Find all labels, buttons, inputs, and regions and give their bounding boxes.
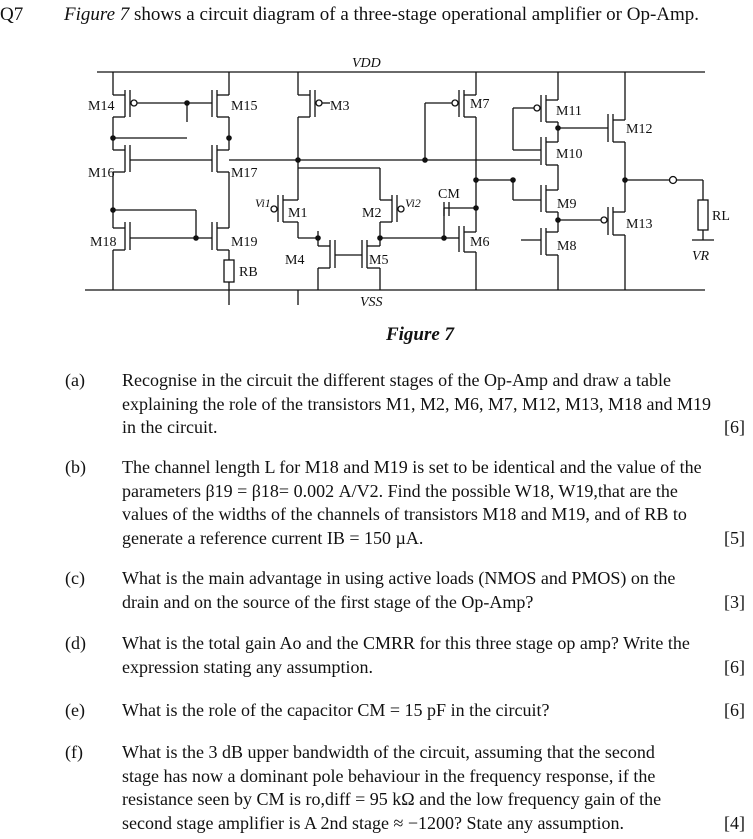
part-line: values of the widths of the channels of transistors M18 and M19, and of RB to xyxy=(122,504,687,524)
part-line: expression stating any assumption. xyxy=(122,656,373,677)
part-letter: (a) xyxy=(65,370,85,390)
part-marks: [4] xyxy=(724,812,745,833)
label-m12: M12 xyxy=(626,122,653,137)
part-line: Recognise in the circuit the different stages of the Op-Amp and draw a table xyxy=(122,370,671,390)
part-letter: (b) xyxy=(65,457,86,477)
part-line: explaining the role of the transistors M1, M2, M6, M7, M12, M13, M18 and M19 xyxy=(122,393,711,414)
label-cm: CM xyxy=(438,187,460,202)
part-line: What is the main advantage in using active loads (NMOS and PMOS) on the xyxy=(122,568,676,588)
part-text xyxy=(122,632,749,679)
label-m13: M13 xyxy=(626,217,653,232)
part-text xyxy=(122,456,749,550)
part-letter: (f) xyxy=(65,742,83,762)
label-vi2: Vi2 xyxy=(405,196,421,210)
part-line: What is the role of the capacitor CM = 15 pF in the circuit? xyxy=(122,700,550,720)
label-m3: M3 xyxy=(330,99,350,114)
part-line: resistance seen by CM is ro,diff = 95 kΩ and the low frequency gain of the xyxy=(122,789,662,809)
question-number: Q7 xyxy=(0,4,24,25)
part-line: What is the 3 dB upper bandwidth of the circuit, assuming that the second xyxy=(122,742,655,762)
part-text xyxy=(122,741,749,835)
part-text xyxy=(122,567,749,614)
label-m18: M18 xyxy=(90,235,117,250)
part-text xyxy=(122,369,749,440)
part-line: in the circuit. xyxy=(122,417,218,437)
label-m14: M14 xyxy=(88,99,115,114)
part-letter: (e) xyxy=(65,700,85,720)
label-m6: M6 xyxy=(470,235,490,250)
label-vi1: Vi1 xyxy=(255,196,271,210)
part-marks: [3] xyxy=(724,591,745,612)
label-m19: M19 xyxy=(231,235,258,250)
part-marks: [6] xyxy=(724,417,745,437)
part-line: generate a reference current IB = 150 µA. xyxy=(122,527,424,548)
label-m9: M9 xyxy=(557,197,577,212)
label-m17: M17 xyxy=(231,166,258,181)
part-marks: [6] xyxy=(724,700,745,720)
label-m1: M1 xyxy=(288,206,308,221)
label-rl: RL xyxy=(712,209,730,224)
part-line: The channel length L for M18 and M19 is set to be identical and the value of the xyxy=(122,457,702,477)
figure-reference: Figure 7 xyxy=(64,4,130,25)
figure-caption: Figure 7 xyxy=(385,324,455,345)
part-marks: [5] xyxy=(724,527,745,548)
part-text xyxy=(122,699,749,723)
label-rb: RB xyxy=(239,265,258,280)
part-line: second stage amplifier is A 2nd stage ≈ −1200? State any assumption. xyxy=(122,812,624,833)
label-m8: M8 xyxy=(557,239,577,254)
part-marks: [6] xyxy=(724,656,745,677)
part-letter: (d) xyxy=(65,633,86,653)
label-vr: VR xyxy=(692,249,710,264)
label-m16: M16 xyxy=(88,166,115,181)
vss-label: VSS xyxy=(360,295,383,310)
part-line: drain and on the source of the first stage of the Op-Amp? xyxy=(122,591,534,612)
vdd-label: VDD xyxy=(352,56,381,71)
part-line: parameters β19 = β18= 0.002 A/V2. Find the possible W18, W19,that are the xyxy=(122,480,678,501)
label-m5: M5 xyxy=(369,253,389,268)
label-m2: M2 xyxy=(362,206,382,221)
label-m10: M10 xyxy=(556,147,583,162)
label-m11: M11 xyxy=(556,104,582,119)
label-m4: M4 xyxy=(285,253,305,268)
question-intro-rest: shows a circuit diagram of a three-stage operational amplifier or Op-Amp. xyxy=(129,4,700,25)
label-m7: M7 xyxy=(470,97,490,112)
label-m15: M15 xyxy=(231,99,258,114)
part-line: stage has now a dominant pole behaviour in the frequency response, if the xyxy=(122,765,656,786)
part-line: What is the total gain Ao and the CMRR for this three stage op amp? Write the xyxy=(122,633,690,653)
part-letter: (c) xyxy=(65,568,85,588)
circuit-diagram xyxy=(0,0,753,330)
